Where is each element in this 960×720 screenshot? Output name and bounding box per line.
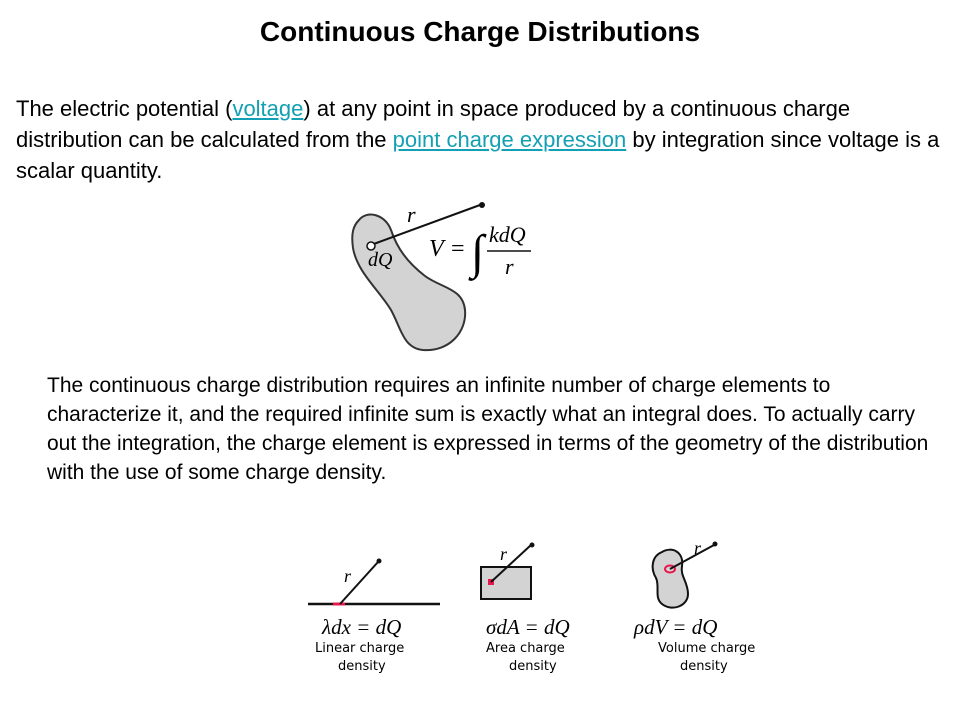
- integral-sign: ∫: [471, 226, 485, 279]
- linear-equation: λdx = dQ: [322, 615, 402, 639]
- linear-caption-line2: density: [338, 659, 386, 674]
- point-charge-expression-link[interactable]: point charge expression: [392, 127, 627, 152]
- r-label: r: [407, 202, 416, 227]
- linear-r-label: r: [344, 566, 352, 586]
- volume-density-diagram: [632, 538, 782, 678]
- linear-density-diagram: [300, 548, 460, 688]
- voltage-link[interactable]: voltage: [232, 96, 304, 121]
- intro-text-middle: ) at any point in space produced by a continuous charge distribution can be calculated from the: [16, 96, 851, 152]
- linear-field-point: [377, 559, 382, 564]
- integration-paragraph: The continuous charge distribution requires an infinite number of charge elements to characterize it, and the required infinite sum is exactly what an integral does. To actually carry out the integration, the charge element is expressed in terms of the geometry of the distribution with the use of some charge density.: [47, 374, 929, 484]
- volume-caption-line1: Volume charge: [658, 641, 756, 656]
- charge-blob-shape: [352, 215, 465, 351]
- area-caption-line1: Area charge: [486, 641, 565, 656]
- intro-text-start: The electric potential (: [16, 96, 233, 121]
- area-equation: σdA = dQ: [486, 615, 570, 639]
- equals-sign: =: [451, 236, 465, 262]
- volume-equation: ρdV = dQ: [634, 615, 718, 639]
- intro-paragraph: [16, 93, 951, 186]
- area-density-diagram: [476, 540, 616, 680]
- volume-caption-line2: density: [680, 659, 728, 674]
- field-point-dot: [479, 202, 485, 208]
- page-title: Continuous Charge Distributions: [259, 16, 701, 47]
- intro-text-end: by integration since voltage is a scalar quantity.: [16, 127, 940, 183]
- numerator-kdq: kdQ: [489, 222, 526, 247]
- volume-blob-shape: [653, 550, 688, 608]
- charge-distribution-diagram: [345, 200, 545, 350]
- volume-field-point: [713, 542, 718, 547]
- area-r-label: r: [500, 544, 508, 564]
- v-label: V: [429, 236, 444, 262]
- dq-label: dQ: [368, 249, 393, 271]
- area-field-point: [530, 543, 535, 548]
- volume-r-label: r: [694, 538, 702, 558]
- linear-caption-line1: Linear charge: [315, 641, 405, 656]
- area-caption-line2: density: [509, 659, 557, 674]
- denominator-r: r: [505, 254, 514, 279]
